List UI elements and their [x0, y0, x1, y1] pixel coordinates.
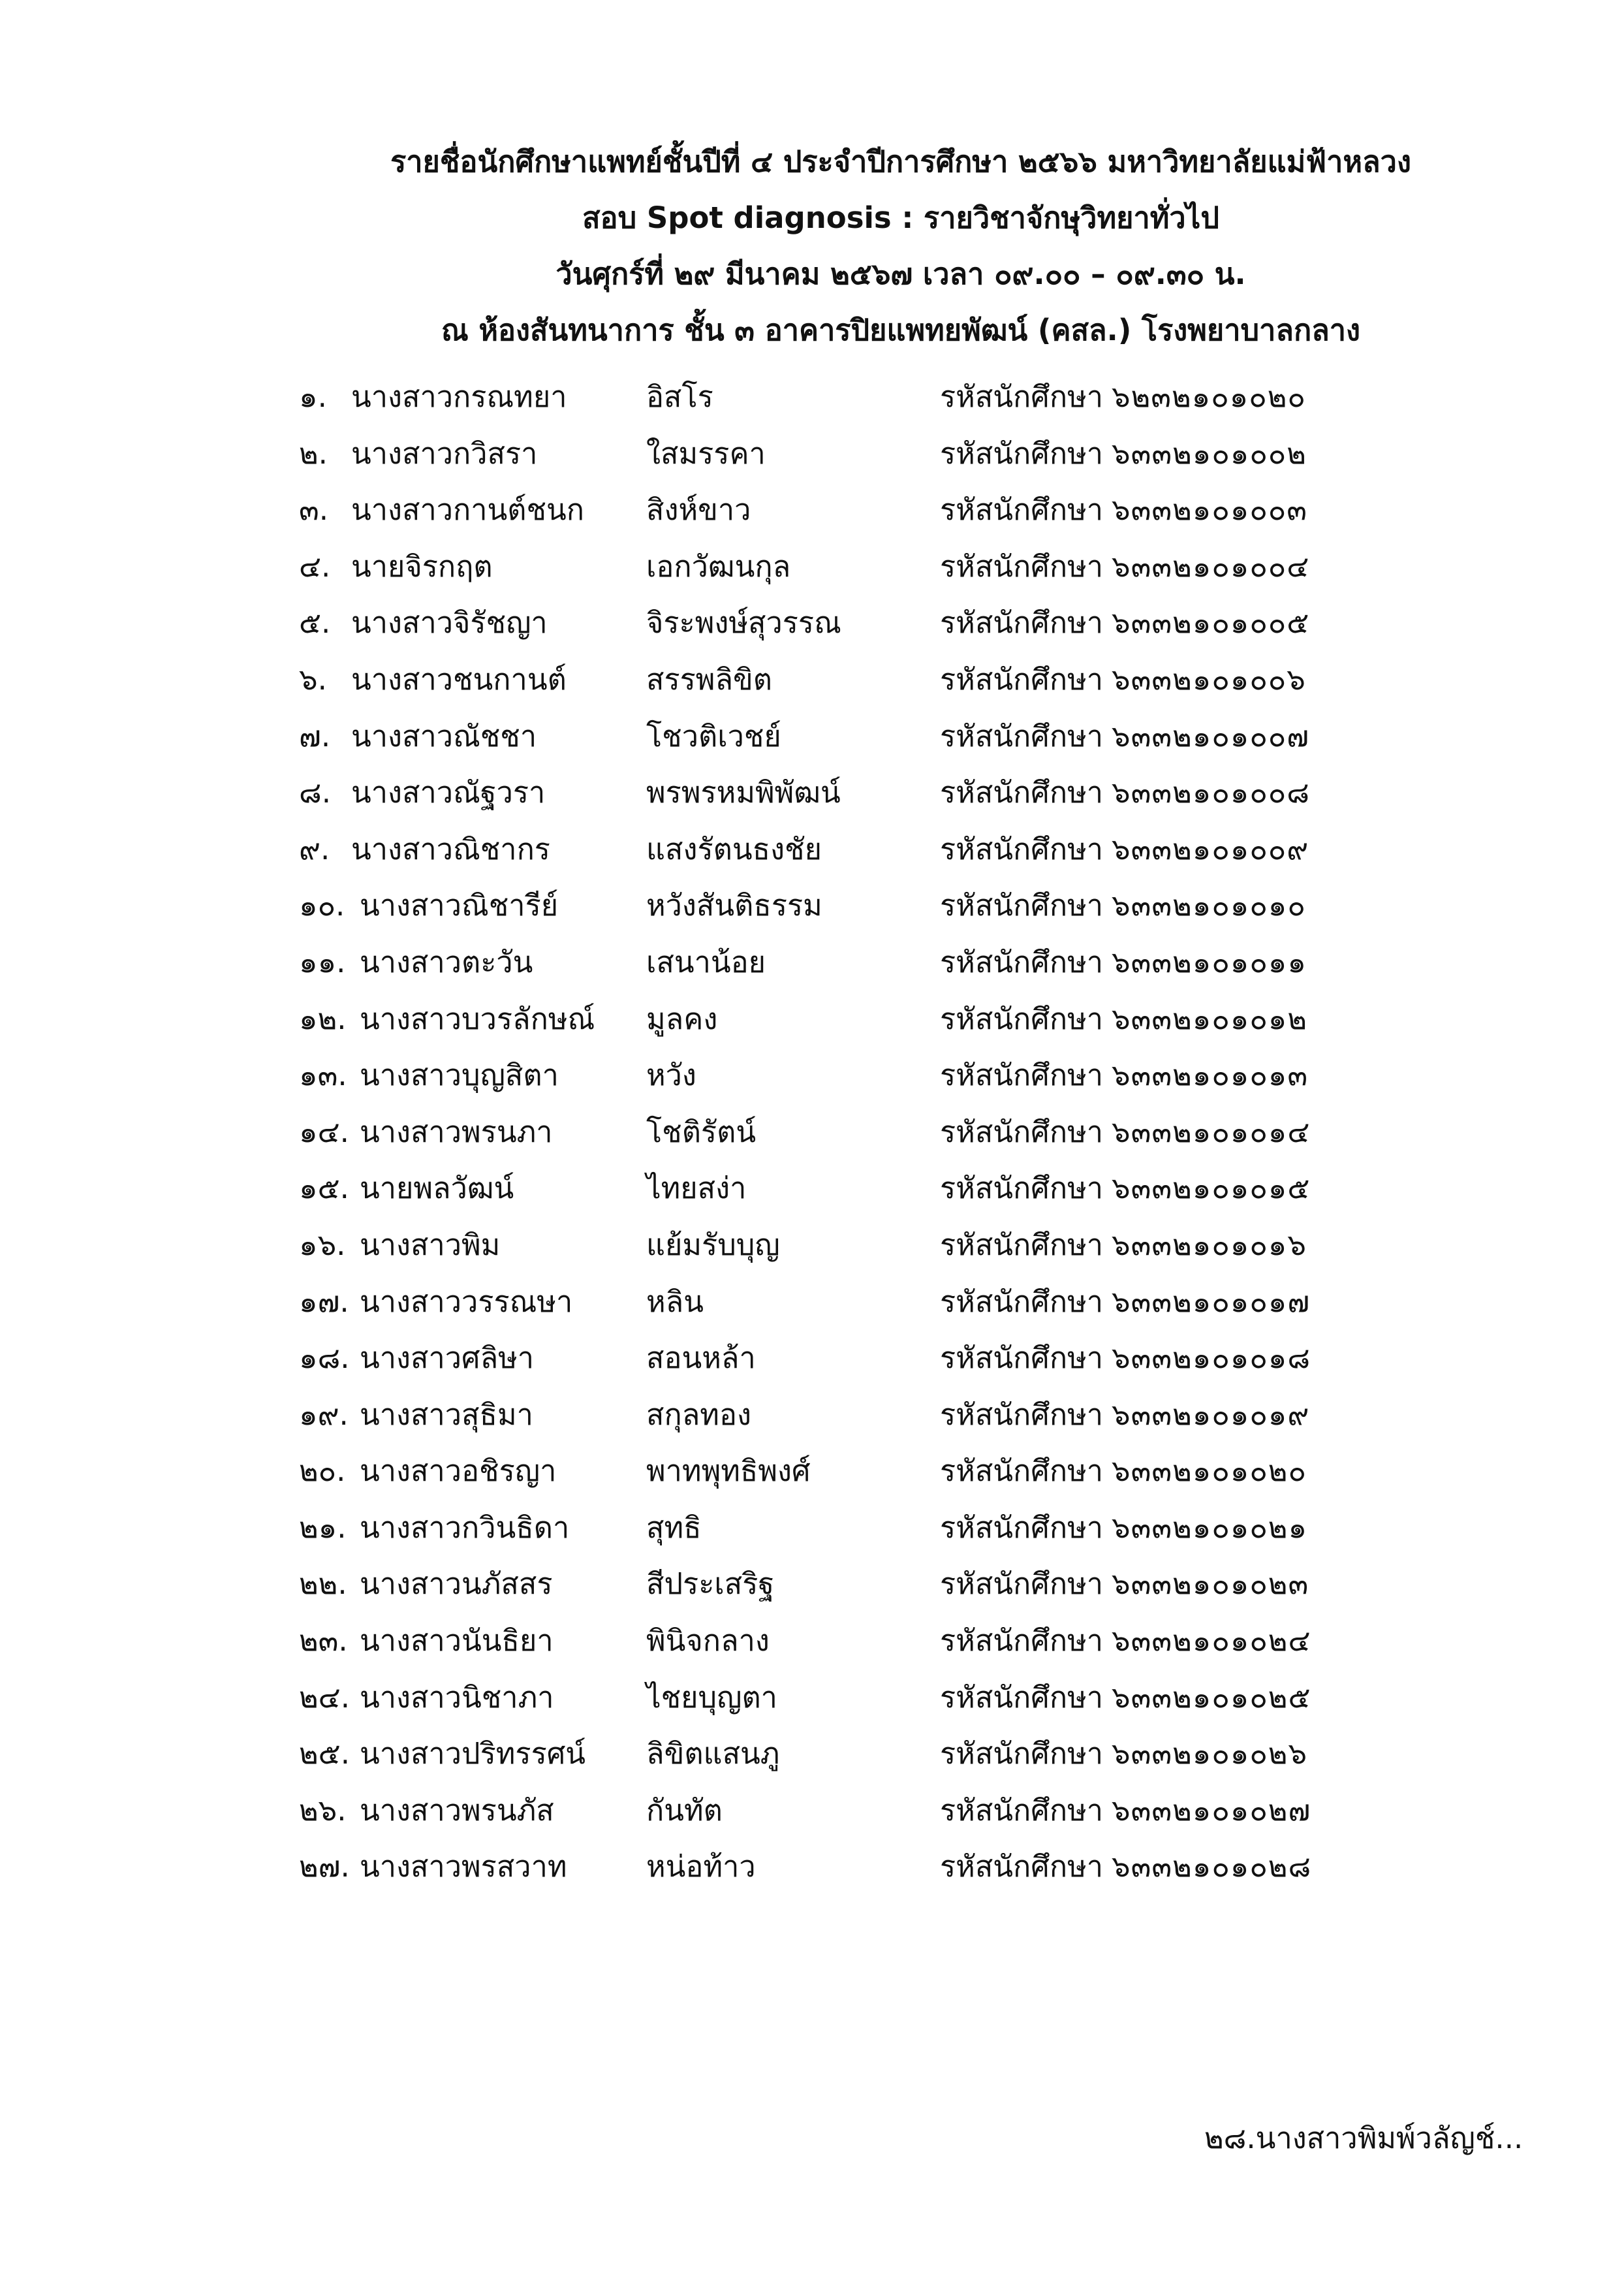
- student-last-name: หวังสันติธรรม: [646, 888, 822, 923]
- student-code: ๖๓๓๒๑๐๑๐๑๒: [1112, 1001, 1308, 1036]
- student-first-name: นางสาวณัชชา: [351, 718, 537, 753]
- student-number: ๑๔.: [299, 1114, 349, 1149]
- student-last-name: เอกวัฒนกุล: [646, 548, 791, 584]
- student-number: ๘.: [299, 775, 332, 810]
- student-first-name: นางสาวชนกานต์: [351, 661, 567, 697]
- student-number: ๑๘.: [299, 1340, 350, 1376]
- student-code: ๖๓๓๒๑๐๑๐๑๘: [1112, 1340, 1311, 1376]
- student-first-name: นางสาวกานต์ชนก: [351, 492, 585, 528]
- student-number: ๗.: [299, 718, 331, 753]
- student-row: [299, 1104, 1409, 1161]
- student-number: ๒๓.: [299, 1623, 348, 1658]
- student-code: ๖๓๓๒๑๐๑๐๑๕: [1112, 1171, 1311, 1206]
- student-row: [299, 991, 1409, 1048]
- student-code: ๖๓๓๒๑๐๑๐๒๑: [1112, 1510, 1308, 1545]
- student-first-name: นางสาวนันธิยา: [360, 1623, 554, 1658]
- student-code: ๖๓๓๒๑๐๑๐๑๑: [1112, 944, 1307, 979]
- student-number: ๒๖.: [299, 1792, 347, 1828]
- student-row: [299, 765, 1409, 821]
- student-number: ๑๖.: [299, 1227, 346, 1262]
- student-number: ๑๗.: [299, 1284, 349, 1319]
- student-first-name: นางสาวกรณทยา: [351, 379, 567, 414]
- student-number: ๒.: [299, 435, 328, 471]
- student-last-name: สิงห์ขาว: [646, 492, 751, 528]
- document-header: [0, 134, 1624, 358]
- student-row: [299, 1160, 1409, 1217]
- student-last-name: แย้มรับบุญ: [646, 1227, 780, 1262]
- student-first-name: นางสาวบุญสิตา: [360, 1058, 559, 1093]
- student-code-label: รหัสนักศึกษา: [940, 661, 1104, 697]
- student-list: [299, 369, 1409, 1895]
- student-last-name: หน่อท้าว: [646, 1849, 756, 1884]
- student-first-name: นางสาวอชิรญา: [360, 1453, 557, 1489]
- student-number: ๒๗.: [299, 1849, 350, 1884]
- student-first-name: นางสาวณัฐวรา: [351, 775, 546, 810]
- student-first-name: นางสาวสุธิมา: [360, 1397, 533, 1432]
- student-number: ๑๑.: [299, 944, 346, 979]
- student-last-name: ใสมรรคา: [646, 435, 766, 471]
- student-row: [299, 1613, 1409, 1670]
- student-code-label: รหัสนักศึกษา: [940, 1284, 1104, 1319]
- student-last-name: เสนาน้อย: [646, 944, 766, 979]
- student-code-label: รหัสนักศึกษา: [940, 718, 1104, 753]
- student-last-name: สีประเสริฐ: [646, 1566, 775, 1602]
- student-last-name: พาทพุทธิพงศ์: [646, 1453, 811, 1489]
- student-last-name: สอนหล้า: [646, 1340, 756, 1376]
- student-row: [299, 482, 1409, 539]
- student-code-label: รหัสนักศึกษา: [940, 1736, 1104, 1771]
- student-first-name: นางสาวพรสวาท: [360, 1849, 567, 1884]
- student-code-label: รหัสนักศึกษา: [940, 1001, 1104, 1036]
- student-code-label: รหัสนักศึกษา: [940, 888, 1104, 923]
- student-code-label: รหัสนักศึกษา: [940, 1453, 1104, 1489]
- student-number: ๒๔.: [299, 1679, 351, 1715]
- student-last-name: หวัง: [646, 1058, 696, 1093]
- student-code-label: รหัสนักศึกษา: [940, 1623, 1104, 1658]
- student-last-name: ไทยสง่า: [646, 1171, 747, 1206]
- student-code: ๖๓๓๒๑๐๑๐๐๗: [1112, 718, 1310, 753]
- student-code-label: รหัสนักศึกษา: [940, 1171, 1104, 1206]
- student-last-name: กันทัต: [646, 1792, 723, 1828]
- student-code: ๖๓๓๒๑๐๑๐๑๐: [1112, 888, 1306, 923]
- student-code: ๖๓๓๒๑๐๑๐๒๓: [1112, 1566, 1309, 1602]
- student-number: ๑๒.: [299, 1001, 347, 1036]
- student-row: [299, 1500, 1409, 1557]
- student-number: ๑.: [299, 379, 327, 414]
- student-number: ๙.: [299, 831, 330, 866]
- student-last-name: จิระพงษ์สุวรรณ: [646, 605, 841, 641]
- student-row: [299, 1443, 1409, 1500]
- student-code: ๖๓๓๒๑๐๑๐๑๙: [1112, 1397, 1310, 1432]
- student-row: [299, 595, 1409, 652]
- student-number: ๓.: [299, 492, 329, 528]
- header-title: รายชื่อนักศึกษาแพทย์ชั้นปีที่ ๔ ประจำปีการศึกษา ๒๕๖๖ มหาวิทยาลัยแม่ฟ้าหลวง: [390, 144, 1411, 179]
- student-last-name: พรพรหมพิพัฒน์: [646, 775, 841, 810]
- student-row: [299, 821, 1409, 878]
- student-last-name: อิสโร: [646, 379, 713, 414]
- student-number: ๑๕.: [299, 1171, 349, 1206]
- student-code-label: รหัสนักศึกษา: [940, 1566, 1104, 1602]
- student-first-name: นางสาวศลิษา: [360, 1340, 535, 1376]
- student-first-name: นางสาวจิรัชญา: [351, 605, 548, 641]
- student-row: [299, 934, 1409, 991]
- student-number: ๑๓.: [299, 1058, 347, 1093]
- student-last-name: โชติรัตน์: [646, 1114, 757, 1149]
- student-code-label: รหัสนักศึกษา: [940, 775, 1104, 810]
- student-code: ๖๒๓๒๑๐๑๐๒๐: [1112, 379, 1306, 414]
- student-code-label: รหัสนักศึกษา: [940, 1227, 1104, 1262]
- header-date-time: วันศุกร์ที่ ๒๙ มีนาคม ๒๕๖๗ เวลา ๐๙.๐๐ – ๐๙.๓๐ น.: [555, 257, 1246, 291]
- student-number: ๕.: [299, 605, 331, 641]
- student-code-label: รหัสนักศึกษา: [940, 605, 1104, 641]
- student-last-name: โชวติเวชย์: [646, 718, 781, 753]
- student-code: ๖๓๓๒๑๐๑๐๑๓: [1112, 1058, 1309, 1093]
- student-first-name: นายจิรกฤต: [351, 548, 493, 584]
- student-row: [299, 652, 1409, 708]
- student-row: [299, 369, 1409, 426]
- student-code-label: รหัสนักศึกษา: [940, 1679, 1104, 1715]
- student-row: [299, 1670, 1409, 1726]
- header-exam: สอบ Spot diagnosis : รายวิชาจักษุวิทยาทั่วไป: [582, 200, 1219, 235]
- student-row: [299, 1556, 1409, 1613]
- student-first-name: นายพลวัฒน์: [360, 1171, 514, 1206]
- student-number: ๒๐.: [299, 1453, 346, 1489]
- student-number: ๖.: [299, 661, 327, 697]
- student-last-name: มูลคง: [646, 1001, 718, 1036]
- student-code-label: รหัสนักศึกษา: [940, 492, 1104, 528]
- student-code: ๖๓๓๒๑๐๑๐๒๕: [1112, 1679, 1311, 1715]
- student-code: ๖๓๓๒๑๐๑๐๐๘: [1112, 775, 1310, 810]
- student-code: ๖๓๓๒๑๐๑๐๐๖: [1112, 661, 1306, 697]
- student-code: ๖๓๓๒๑๐๑๐๐๒: [1112, 435, 1307, 471]
- student-first-name: นางสาวตะวัน: [360, 944, 533, 979]
- student-number: ๒๒.: [299, 1566, 347, 1602]
- student-first-name: นางสาวกวิสรา: [351, 435, 538, 471]
- student-number: ๑๐.: [299, 888, 345, 923]
- student-first-name: นางสาวพรนภัส: [360, 1792, 554, 1828]
- student-last-name: สกุลทอง: [646, 1397, 751, 1432]
- student-last-name: ไชยบุญตา: [646, 1679, 777, 1715]
- student-number: ๑๙.: [299, 1397, 349, 1432]
- student-last-name: แสงรัตนธงชัย: [646, 831, 822, 866]
- student-code: ๖๓๓๒๑๐๑๐๒๐: [1112, 1453, 1307, 1489]
- student-row: [299, 1047, 1409, 1104]
- student-first-name: นางสาวณิชารีย์: [360, 888, 559, 923]
- student-first-name: นางสาววรรณษา: [360, 1284, 573, 1319]
- student-last-name: หลิน: [646, 1284, 704, 1319]
- student-number: ๔.: [299, 548, 331, 584]
- student-first-name: นางสาวกวินธิดา: [360, 1510, 570, 1545]
- student-last-name: สุทธิ: [646, 1510, 702, 1545]
- student-code-label: รหัสนักศึกษา: [940, 548, 1104, 584]
- student-row: [299, 1726, 1409, 1782]
- student-code: ๖๓๓๒๑๐๑๐๐๔: [1112, 548, 1310, 584]
- student-code: ๖๓๓๒๑๐๑๐๑๖: [1112, 1227, 1307, 1262]
- student-code: ๖๓๓๒๑๐๑๐๑๗: [1112, 1284, 1311, 1319]
- student-row: [299, 708, 1409, 765]
- continuation-note: ๒๘.นางสาวพิมพ์วลัญช์...: [1204, 2121, 1523, 2155]
- student-code: ๖๓๓๒๑๐๑๐๐๕: [1112, 605, 1310, 641]
- student-code-label: รหัสนักศึกษา: [940, 1058, 1104, 1093]
- student-last-name: สรรพลิขิต: [646, 661, 773, 697]
- student-code: ๖๓๓๒๑๐๑๐๒๖: [1112, 1736, 1308, 1771]
- student-code-label: รหัสนักศึกษา: [940, 1792, 1104, 1828]
- student-row: [299, 426, 1409, 483]
- student-first-name: นางสาวปริทรรศน์: [360, 1736, 586, 1771]
- student-row: [299, 1387, 1409, 1444]
- student-row: [299, 539, 1409, 595]
- student-first-name: นางสาวณิชากร: [351, 831, 550, 866]
- student-first-name: นางสาวนภัสสร: [360, 1566, 553, 1602]
- header-location: ณ ห้องสันทนาการ ชั้น ๓ อาคารปิยแพทยพัฒน์ (คสล.) โรงพยาบาลกลาง: [441, 313, 1361, 347]
- student-row: [299, 1330, 1409, 1387]
- student-code: ๖๓๓๒๑๐๑๐๒๘: [1112, 1849, 1312, 1884]
- student-code-label: รหัสนักศึกษา: [940, 1114, 1104, 1149]
- student-first-name: นางสาวพิม: [360, 1227, 501, 1262]
- student-first-name: นางสาวพรนภา: [360, 1114, 553, 1149]
- student-code-label: รหัสนักศึกษา: [940, 1397, 1104, 1432]
- student-code-label: รหัสนักศึกษา: [940, 1849, 1104, 1884]
- student-code-label: รหัสนักศึกษา: [940, 435, 1104, 471]
- student-code: ๖๓๓๒๑๐๑๐๐๙: [1112, 831, 1309, 866]
- student-code-label: รหัสนักศึกษา: [940, 831, 1104, 866]
- student-row: [299, 1839, 1409, 1895]
- student-row: [299, 1274, 1409, 1331]
- student-last-name: พินิจกลาง: [646, 1623, 770, 1658]
- student-code-label: รหัสนักศึกษา: [940, 944, 1104, 979]
- student-code: ๖๓๓๒๑๐๑๐๒๗: [1112, 1792, 1311, 1828]
- student-first-name: นางสาวบวรลักษณ์: [360, 1001, 595, 1036]
- student-number: ๒๕.: [299, 1736, 351, 1771]
- student-code-label: รหัสนักศึกษา: [940, 379, 1104, 414]
- student-code: ๖๓๓๒๑๐๑๐๒๔: [1112, 1623, 1311, 1658]
- student-first-name: นางสาวนิชาภา: [360, 1679, 554, 1715]
- student-code-label: รหัสนักศึกษา: [940, 1340, 1104, 1376]
- student-number: ๒๑.: [299, 1510, 347, 1545]
- student-code-label: รหัสนักศึกษา: [940, 1510, 1104, 1545]
- student-last-name: ลิขิตแสนภู: [646, 1736, 780, 1771]
- student-row: [299, 1782, 1409, 1839]
- student-code: ๖๓๓๒๑๐๑๐๐๓: [1112, 492, 1308, 528]
- student-row: [299, 1217, 1409, 1274]
- student-code: ๖๓๓๒๑๐๑๐๑๔: [1112, 1114, 1311, 1149]
- student-row: [299, 878, 1409, 934]
